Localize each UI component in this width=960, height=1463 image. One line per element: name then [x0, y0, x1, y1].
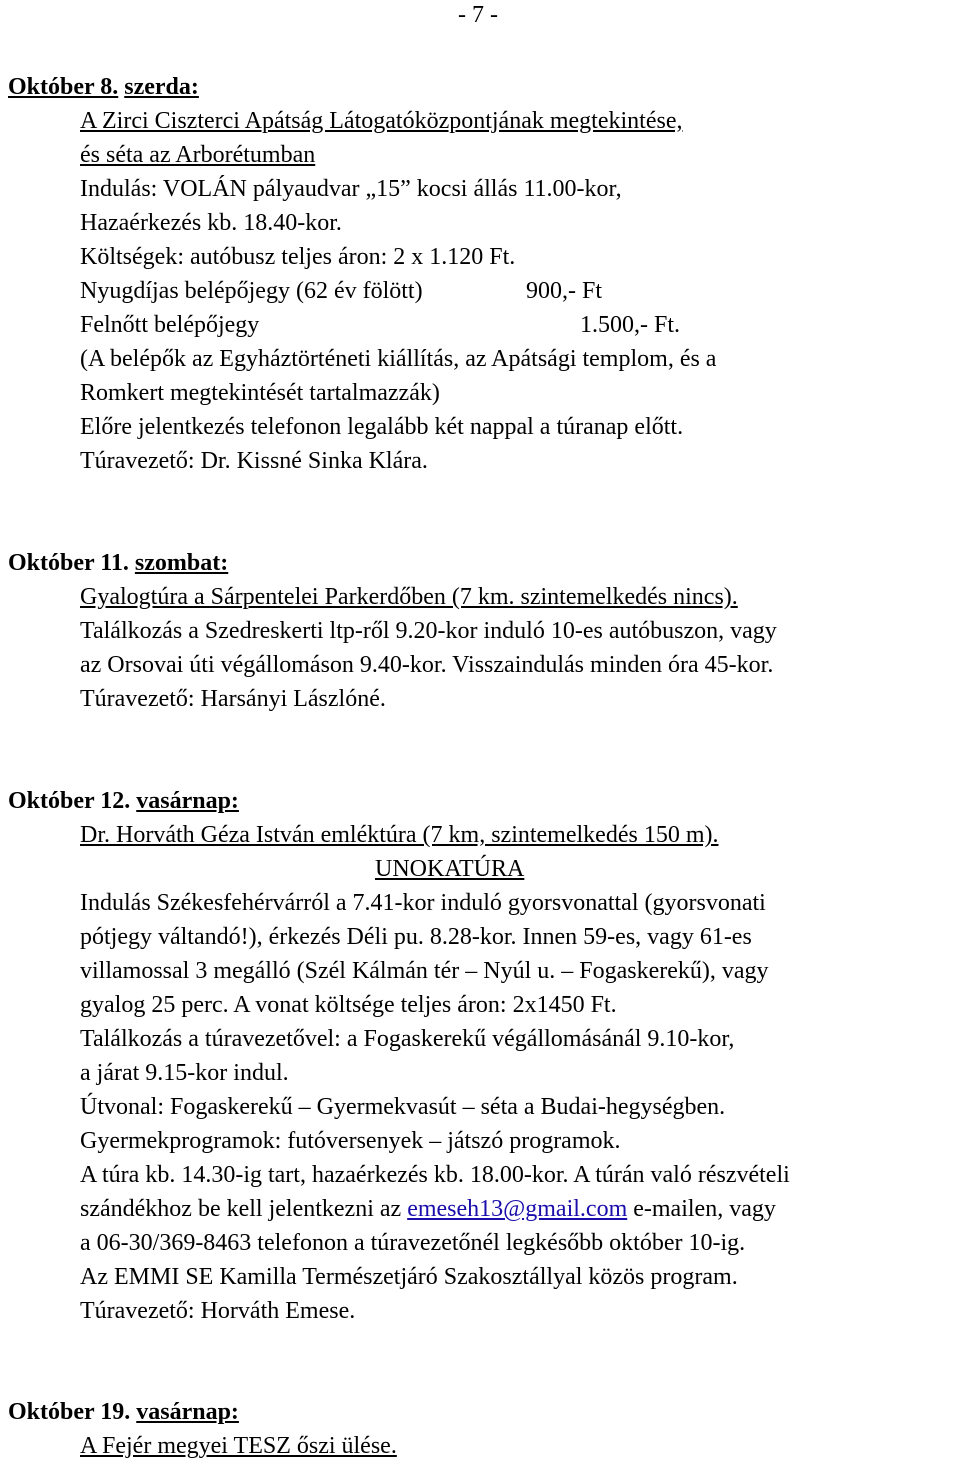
- price-label: Felnőtt belépőjegy: [80, 312, 260, 338]
- price-value: 1.500,- Ft.: [580, 312, 681, 338]
- event-line: Indulás Székesfehérvárról a 7.41-kor induló gyorsvonattal (gyorsvonati: [80, 890, 766, 916]
- email-link[interactable]: emeseh13@gmail.com: [407, 1196, 628, 1222]
- event-heading: [8, 546, 956, 580]
- event-line: a járat 9.15-kor indul.: [80, 1060, 289, 1086]
- event-line: pótjegy váltandó!), érkezés Déli pu. 8.28-kor. Innen 59-es, vagy 61-es: [80, 924, 752, 950]
- guide-line: Túravezető: Horváth Emese.: [80, 1298, 356, 1324]
- event-line: Előre jelentkezés telefonon legalább két nappal a túranap előtt.: [80, 414, 684, 440]
- event-oct-11: [8, 546, 956, 716]
- event-subtitle: UNOKATÚRA: [375, 856, 525, 882]
- event-line: Találkozás a Szedreskerti ltp-ről 9.20-kor induló 10-es autóbuszon, vagy: [80, 618, 777, 644]
- guide-line: Túravezető: Dr. Kissné Sinka Klára.: [80, 448, 428, 474]
- event-date: Október 8.: [8, 74, 119, 100]
- page-number: - 7 -: [458, 2, 498, 28]
- event-heading: [8, 70, 956, 104]
- event-title-cont: és séta az Arborétumban: [80, 142, 316, 168]
- event-line: villamossal 3 megálló (Szél Kálmán tér – Nyúl u. – Fogaskerekű), vagy: [80, 958, 769, 984]
- event-body: [8, 580, 956, 716]
- event-line: Hazaérkezés kb. 18.40-kor.: [80, 210, 342, 236]
- event-line: Költségek: autóbusz teljes áron: 2 x 1.120 Ft.: [80, 244, 516, 270]
- guide-line: Túravezető: Harsányi Lászlóné.: [80, 686, 386, 712]
- event-body: [8, 818, 956, 1328]
- event-body: [8, 104, 956, 478]
- event-heading: [8, 1395, 956, 1429]
- price-label: Nyugdíjas belépőjegy (62 év fölött): [80, 278, 423, 304]
- event-line: Találkozás a túravezetővel: a Fogaskerekű végállomásánál 9.10-kor,: [80, 1026, 735, 1052]
- event-title: Dr. Horváth Géza István emléktúra (7 km, szintemelkedés 150 m).: [80, 822, 719, 848]
- event-line: Indulás: VOLÁN pályaudvar „15” kocsi állás 11.00-kor,: [80, 176, 622, 202]
- event-line: az Orsovai úti végállomáson 9.40-kor. Visszaindulás minden óra 45-kor.: [80, 652, 774, 678]
- event-date: Október 11.: [8, 550, 129, 576]
- event-title: A Fejér megyei TESZ őszi ülése.: [80, 1433, 397, 1459]
- event-line: gyalog 25 perc. A vonat költsége teljes áron: 2x1450 Ft.: [80, 992, 617, 1018]
- price-row: [80, 308, 956, 342]
- event-line: A túra kb. 14.30-ig tart, hazaérkezés kb. 18.00-kor. A túrán való részvételi: [80, 1162, 790, 1188]
- event-day: szombat:: [134, 550, 229, 576]
- event-line: a 06-30/369-8463 telefonon a túravezetőnél legkésőbb október 10-ig.: [80, 1230, 746, 1256]
- event-line: Romkert megtekintését tartalmazzák): [80, 380, 440, 406]
- price-row: [80, 274, 956, 308]
- event-date: Október 19.: [8, 1399, 131, 1425]
- event-line: [80, 1192, 956, 1226]
- event-heading: [8, 784, 956, 818]
- event-line: Az EMMI SE Kamilla Természetjáró Szakosztállyal közös program.: [80, 1264, 738, 1290]
- event-day: szerda:: [124, 74, 199, 100]
- event-line: (A belépők az Egyháztörténeti kiállítás, az Apátsági templom, és a: [80, 346, 717, 372]
- event-line: Útvonal: Fogaskerekű – Gyermekvasút – séta a Budai-hegységben.: [80, 1094, 726, 1120]
- event-title: Gyalogtúra a Sárpentelei Parkerdőben (7 km. szintemelkedés nincs).: [80, 584, 738, 610]
- event-day: vasárnap:: [136, 1399, 239, 1425]
- event-day: vasárnap:: [136, 788, 239, 814]
- event-line: Gyermekprogramok: futóversenyek – játszó programok.: [80, 1128, 621, 1154]
- price-value: 900,- Ft: [526, 278, 603, 304]
- text-fragment: e-mailen, vagy: [627, 1196, 776, 1222]
- event-oct-8: [8, 70, 956, 478]
- event-oct-19: [8, 1395, 956, 1463]
- event-oct-12: [8, 784, 956, 1328]
- event-body: [8, 1429, 956, 1463]
- text-fragment: szándékhoz be kell jelentkezni az: [80, 1196, 408, 1222]
- event-date: Október 12.: [8, 788, 131, 814]
- event-title: A Zirci Ciszterci Apátság Látogatóközpontjának megtekintése,: [80, 108, 683, 134]
